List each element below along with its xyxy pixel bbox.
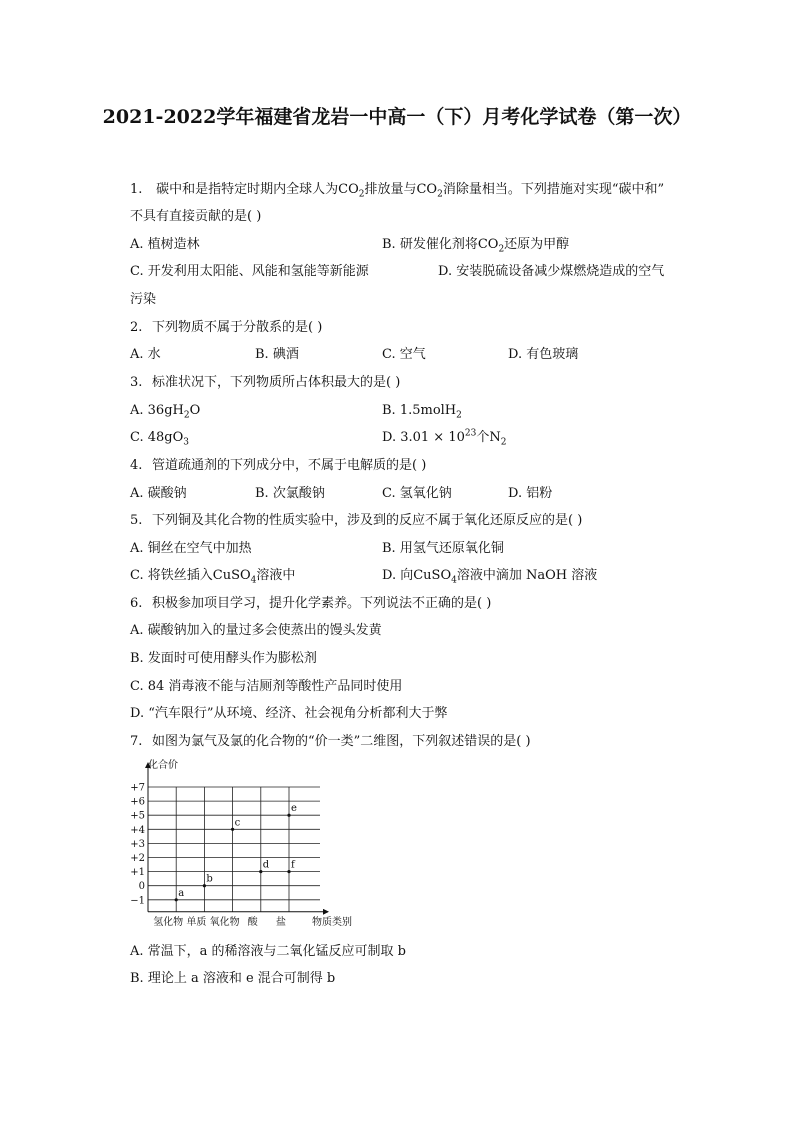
y-tick-label: +4 (130, 824, 145, 836)
question-1-stem-cont: 不具有直接贡献的是( ) (130, 209, 262, 224)
y-tick-label: +1 (130, 867, 145, 879)
y-tick-label: +2 (130, 853, 145, 864)
q2-option-c[interactable]: C. 空气 (382, 347, 426, 362)
q1-option-d[interactable]: D. 安装脱硫设备减少煤燃烧造成的空气 (438, 264, 665, 279)
question-2-stem: 2. 下列物质不属于分散系的是( ) (130, 320, 323, 335)
q6-option-c[interactable]: C. 84 消毒液不能与洁厕剂等酸性产品同时使用 (130, 679, 403, 694)
point-label-f: f (291, 859, 295, 871)
q2-option-b[interactable]: B. 碘酒 (255, 347, 299, 362)
question-1-stem: 1. 碳中和是指特定时期内全球人为$CO_2$排放量与$CO_2$消除量相当。下列措施对实现“碳中和” (130, 182, 665, 200)
y-tick-label: −1 (130, 895, 145, 907)
page-title: 2021-2022学年福建省龙岩一中高一（下）月考化学试卷（第一次） (102, 106, 692, 128)
q3-option-a[interactable]: A. $36gH_2O$ (130, 403, 201, 421)
q5-option-c[interactable]: C. 将铁丝插入CuSO$_4$溶液中 (130, 568, 296, 586)
y-tick-label: +3 (130, 838, 145, 850)
question-3-stem: 3. 标准状况下，下列物质所占体积最大的是( ) (130, 375, 401, 390)
q6-option-b[interactable]: B. 发面时可使用酵头作为膨松剂 (130, 651, 317, 666)
point-label-c: c (234, 817, 241, 829)
y-tick-label: 0 (138, 881, 145, 893)
x-tick-label: 盐 (276, 917, 286, 928)
q5-option-b[interactable]: B. 用氢气还原氧化铜 (382, 541, 504, 556)
q2-option-d[interactable]: D. 有色玻璃 (508, 347, 579, 362)
y-tick-label: +6 (130, 796, 145, 808)
point-label-b: b (206, 873, 213, 885)
q5-option-a[interactable]: A. 铜丝在空气中加热 (130, 541, 252, 556)
question-5-stem: 5. 下列铜及其化合物的性质实验中，涉及到的反应不属于氧化还原反应的是( ) (130, 513, 583, 528)
q4-option-a[interactable]: A. 碳酸钠 (130, 486, 187, 501)
point-label-a: a (178, 887, 185, 899)
question-number: 1. (130, 182, 143, 197)
question-7-stem: 7. 如图为氯气及氯的化合物的“价一类”二维图，下列叙述错误的是( ) (130, 734, 531, 749)
point-label-e: e (291, 803, 297, 815)
valence-category-chart (128, 755, 358, 935)
q6-option-a[interactable]: A. 碳酸钠加入的量过多会使蒸出的馒头发黄 (130, 623, 382, 638)
q1-option-c[interactable]: C. 开发利用太阳能、风能和氢能等新能源 (130, 264, 369, 279)
q4-option-d[interactable]: D. 铝粉 (508, 486, 553, 501)
question-6-stem: 6. 积极参加项目学习，提升化学素养。下列说法不正确的是( ) (130, 596, 492, 611)
q3-option-b[interactable]: B. 1.5molH$_2$ (382, 403, 462, 421)
y-tick-label: +7 (130, 782, 145, 794)
x-tick-label: 单质 (186, 917, 207, 928)
x-axis-label: 物质类别 (312, 917, 352, 928)
q2-option-a[interactable]: A. 水 (130, 347, 161, 362)
x-tick-label: 氢化物 (153, 917, 184, 928)
point-label-d: d (262, 859, 270, 871)
q1-option-b[interactable]: B. 研发催化剂将$CO_2$还原为甲醇 (382, 237, 570, 255)
q1-option-d-cont: 污染 (130, 292, 157, 307)
q5-option-d[interactable]: D. 向CuSO$_4$溶液中滴加 NaOH 溶液 (382, 568, 598, 586)
x-tick-label: 酸 (247, 917, 258, 928)
q7-option-a[interactable]: A. 常温下，a 的稀溶液与二氧化锰反应可制取 b (130, 944, 406, 959)
q7-option-b[interactable]: B. 理论上 a 溶液和 e 混合可制得 b (130, 971, 336, 986)
q4-option-b[interactable]: B. 次氯酸钠 (255, 486, 325, 501)
q3-option-d[interactable]: D. $3.01 \times 10^{23}$个$N_2$ (382, 428, 507, 448)
q6-option-d[interactable]: D. “汽车限行”从环境、经济、社会视角分析都利大于弊 (130, 706, 448, 721)
q1-option-a[interactable]: A. 植树造林 (130, 237, 200, 252)
x-tick-label: 氧化物 (209, 917, 240, 928)
q3-option-c[interactable]: C. $48gO_3$ (130, 430, 190, 448)
y-axis-label: 化合价 (148, 760, 178, 771)
q4-option-c[interactable]: C. 氢氧化钠 (382, 486, 452, 501)
question-4-stem: 4. 管道疏通剂的下列成分中，不属于电解质的是( ) (130, 458, 427, 473)
y-tick-label: +5 (130, 810, 145, 822)
